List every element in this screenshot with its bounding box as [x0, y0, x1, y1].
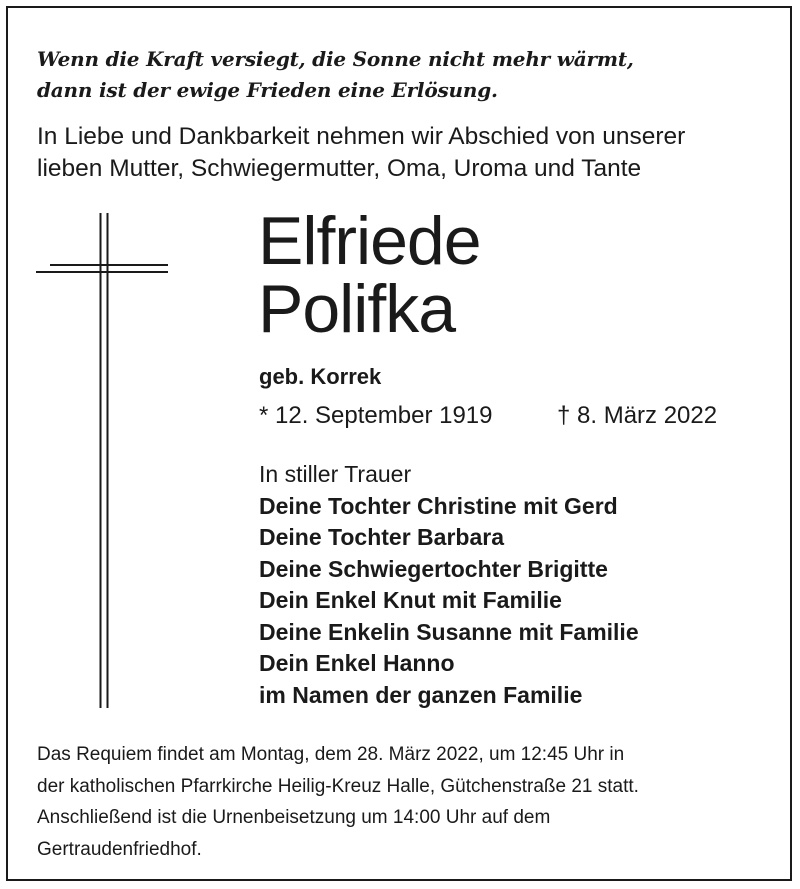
- mourner-entry: Deine Enkelin Susanne mit Familie: [259, 618, 639, 645]
- death-date: † 8. März 2022: [557, 402, 718, 429]
- intro-line-1: In Liebe und Dankbarkeit nehmen wir Abschied von unserer: [37, 123, 686, 150]
- birth-date: * 12. September 1919: [259, 402, 493, 429]
- mourner-entry: Deine Schwiegertochter Brigitte: [259, 555, 608, 582]
- cross-icon: [36, 213, 171, 713]
- motto: [37, 44, 777, 106]
- notice-line-2: der katholischen Pfarrkirche Heilig-Kreuz Halle, Gütchenstraße 21 statt.: [37, 775, 639, 797]
- mourner-entry: im Namen der ganzen Familie: [259, 681, 583, 708]
- maiden-name: geb. Korrek: [259, 364, 382, 389]
- service-notice: [37, 739, 787, 865]
- intro-text: [37, 121, 782, 185]
- deceased-name: [258, 203, 481, 347]
- mourner-entry: Dein Enkel Hanno: [259, 650, 455, 676]
- notice-line-3: Anschließend ist die Urnenbeisetzung um 14:00 Uhr auf dem: [37, 807, 551, 828]
- notice-line-1: Das Requiem findet am Montag, dem 28. März 2022, um 12:45 Uhr in: [37, 744, 625, 765]
- last-name: Polifka: [258, 271, 456, 347]
- mourners-block: [259, 459, 639, 711]
- motto-line-1: Wenn die Kraft versiegt, die Sonne nicht mehr wärmt,: [37, 47, 634, 71]
- mourning-lead: In stiller Trauer: [259, 461, 412, 487]
- mourner-entry: Dein Enkel Knut mit Familie: [259, 587, 562, 613]
- life-dates: [259, 402, 759, 430]
- intro-line-2: lieben Mutter, Schwiegermutter, Oma, Uroma und Tante: [37, 155, 642, 182]
- motto-line-2: dann ist der ewige Frieden eine Erlösung.: [37, 78, 498, 102]
- first-name: Elfriede: [258, 203, 481, 279]
- notice-line-4: Gertraudenfriedhof.: [37, 838, 202, 860]
- mourner-entry: Deine Tochter Barbara: [259, 524, 504, 550]
- mourner-entry: Deine Tochter Christine mit Gerd: [259, 492, 618, 519]
